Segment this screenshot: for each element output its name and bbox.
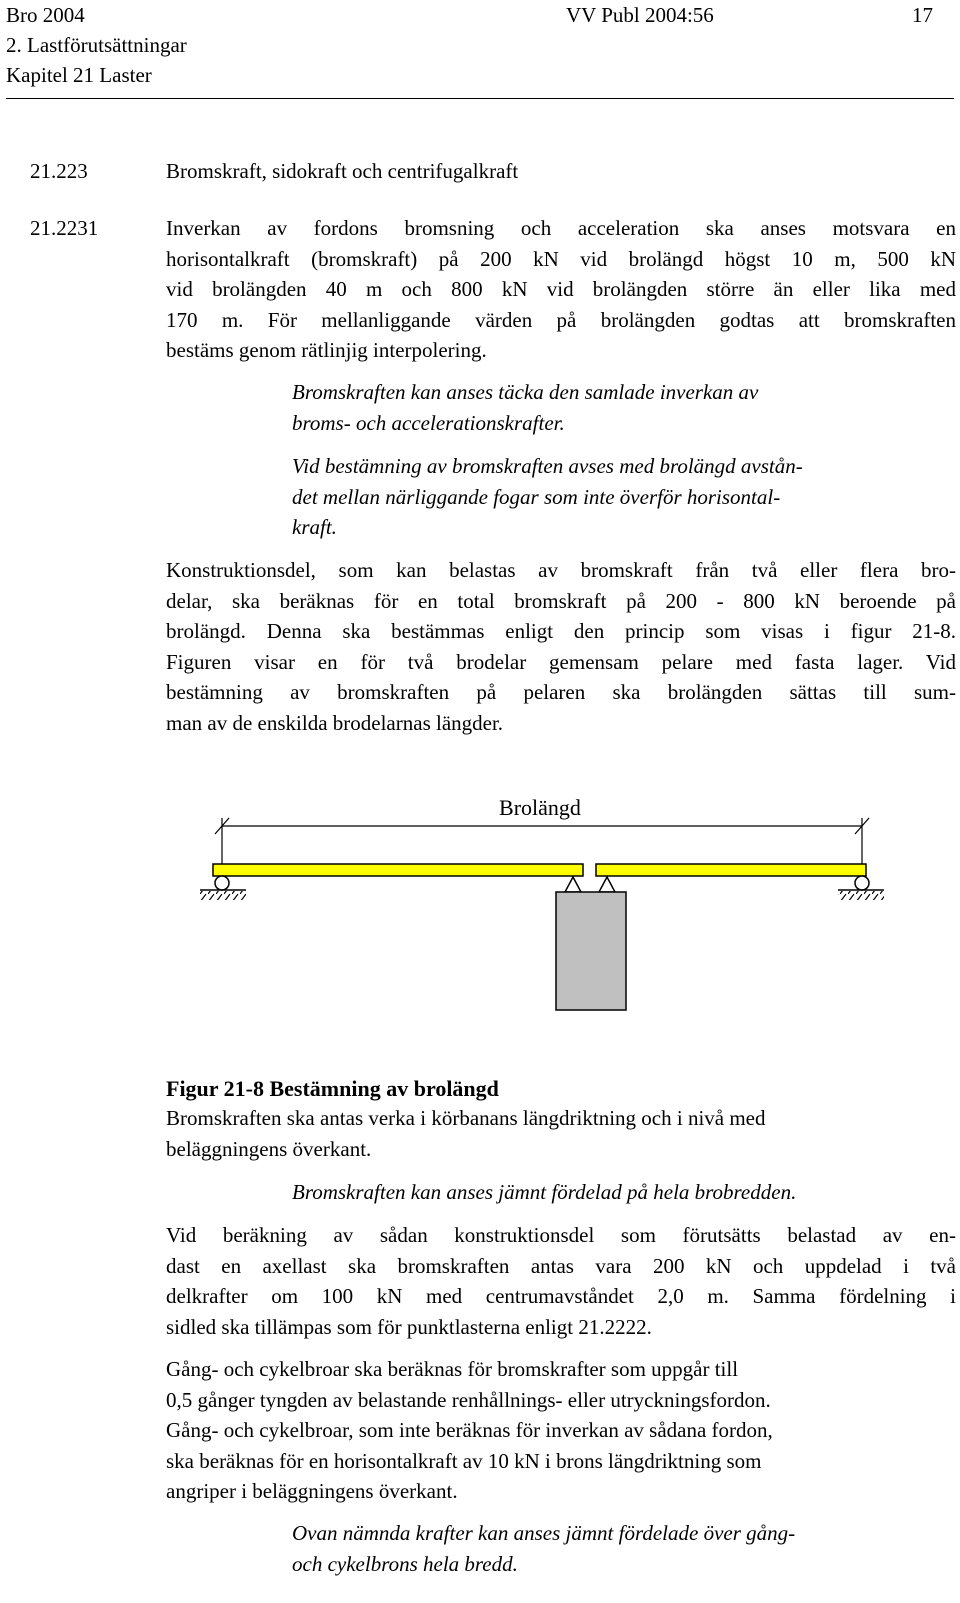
text-line: Vid bestämning av bromskraften avses med brolängd avstån- — [292, 454, 803, 478]
publication-id: VV Publ 2004:56 — [566, 3, 714, 27]
paragraph-5 — [166, 1354, 956, 1507]
text-line: man av de enskilda brodelarnas längder. — [166, 710, 504, 735]
fixed-bearing-left-icon — [565, 877, 581, 892]
note-4 — [292, 1518, 956, 1579]
header-line: Bro 2004 — [6, 3, 85, 27]
section-title — [166, 156, 956, 187]
text-line: Gång- och cykelbroar, som inte beräknas för inverkan av sådana fordon, — [166, 1418, 773, 1442]
text-line: vid brolängden 40 m och 800 kN vid brolängden större än eller lika med — [166, 277, 956, 301]
paragraph-2 — [166, 555, 956, 738]
text-line: beläggningens överkant. — [166, 1136, 372, 1161]
text-line: Inverkan av fordons bromsning och acceleration ska anses motsvara en — [166, 216, 956, 240]
text-line: och cykelbrons hela bredd. — [292, 1551, 518, 1576]
fixed-bearing-right-icon — [599, 877, 615, 892]
text-line: horisontalkraft (bromskraft) på 200 kN vid brolängd högst 10 m, 500 kN — [166, 246, 956, 271]
text-line: bestämning av bromskraften på pelaren ska brolängden sättas till sum- — [166, 680, 956, 704]
roller-support-right-icon — [838, 876, 884, 900]
text-line: Bromskraften kan anses täcka den samlade inverkan av — [292, 380, 759, 404]
text-line: Gång- och cykelbroar ska beräknas för bromskrafter som uppgår till — [166, 1357, 739, 1381]
note-3 — [292, 1177, 956, 1208]
paragraph-1 — [166, 213, 956, 366]
bridge-length-figure — [0, 790, 960, 1040]
bridge-deck-right — [596, 864, 866, 876]
text-line: Ovan nämnda krafter kan anses jämnt fördelade över gång- — [292, 1521, 796, 1545]
text-line: angriper i beläggningens överkant. — [166, 1479, 458, 1503]
text-line: delkrafter om 100 kN med centrumavståndet 2,0 m. Samma fördelning i — [166, 1284, 956, 1308]
text-line: Bromskraften ska antas verka i körbanans längdriktning och i nivå med — [166, 1106, 766, 1130]
bridge-deck-left — [213, 864, 583, 876]
page-number: 17 — [912, 3, 933, 27]
note-2 — [292, 451, 956, 543]
text-line: 0,5 gånger tyngden av belastande renhållnings- eller utryckningsfordon. — [166, 1387, 771, 1412]
clause-number: 21.2231 — [30, 216, 99, 240]
roller-support-left-icon — [200, 876, 246, 900]
text-line: Konstruktionsdel, som kan belastas av bromskraft från två eller flera bro- — [166, 558, 956, 582]
dimension-line — [215, 818, 869, 866]
section-number: 21.223 — [30, 159, 88, 183]
text-line: sidled ska tillämpas som för punktlasterna enligt 21.2222. — [166, 1314, 652, 1339]
header-rule — [6, 98, 954, 99]
figure-caption: Figur 21-8 Bestämning av brolängd — [166, 1076, 499, 1101]
text-line: ska beräknas för en horisontalkraft av 10 kN i brons längdriktning som — [166, 1448, 762, 1473]
paragraph-3 — [166, 1103, 956, 1164]
dimension-label: Brolängd — [499, 795, 581, 820]
running-header — [6, 0, 187, 90]
text-line: Vid beräkning av sådan konstruktionsdel som förutsätts belastad av en- — [166, 1223, 956, 1247]
text-line: brolängd. Denna ska bestämmas enligt den princip som visas i figur 21-8. — [166, 619, 956, 643]
text-line: delar, ska beräknas för en total bromskraft på 200 - 800 kN beroende på — [166, 588, 956, 613]
section-title-text: Bromskraft, sidokraft och centrifugalkraft — [166, 159, 519, 183]
text-line: bestäms genom rätlinjig interpolering. — [166, 338, 487, 362]
text-line: broms- och accelerationskrafter. — [292, 410, 565, 435]
text-line: Figuren visar en för två brodelar gemensam pelare med fasta lager. Vid — [166, 649, 956, 674]
note-1 — [292, 377, 956, 438]
text-line: Bromskraften kan anses jämnt fördelad på hela brobredden. — [292, 1180, 797, 1204]
text-line: kraft. — [292, 515, 337, 539]
text-line: 170 m. För mellanliggande värden på brolängden godtas att bromskraften — [166, 307, 956, 332]
paragraph-4 — [166, 1220, 956, 1342]
header-line: Kapitel 21 Laster — [6, 63, 152, 87]
header-line: 2. Lastförutsättningar — [6, 33, 187, 57]
text-line: det mellan närliggande fogar som inte överför horisontal- — [292, 484, 781, 509]
text-line: dast en axellast ska bromskraften antas vara 200 kN och uppdelad i två — [166, 1253, 956, 1278]
common-pier — [556, 892, 626, 1010]
